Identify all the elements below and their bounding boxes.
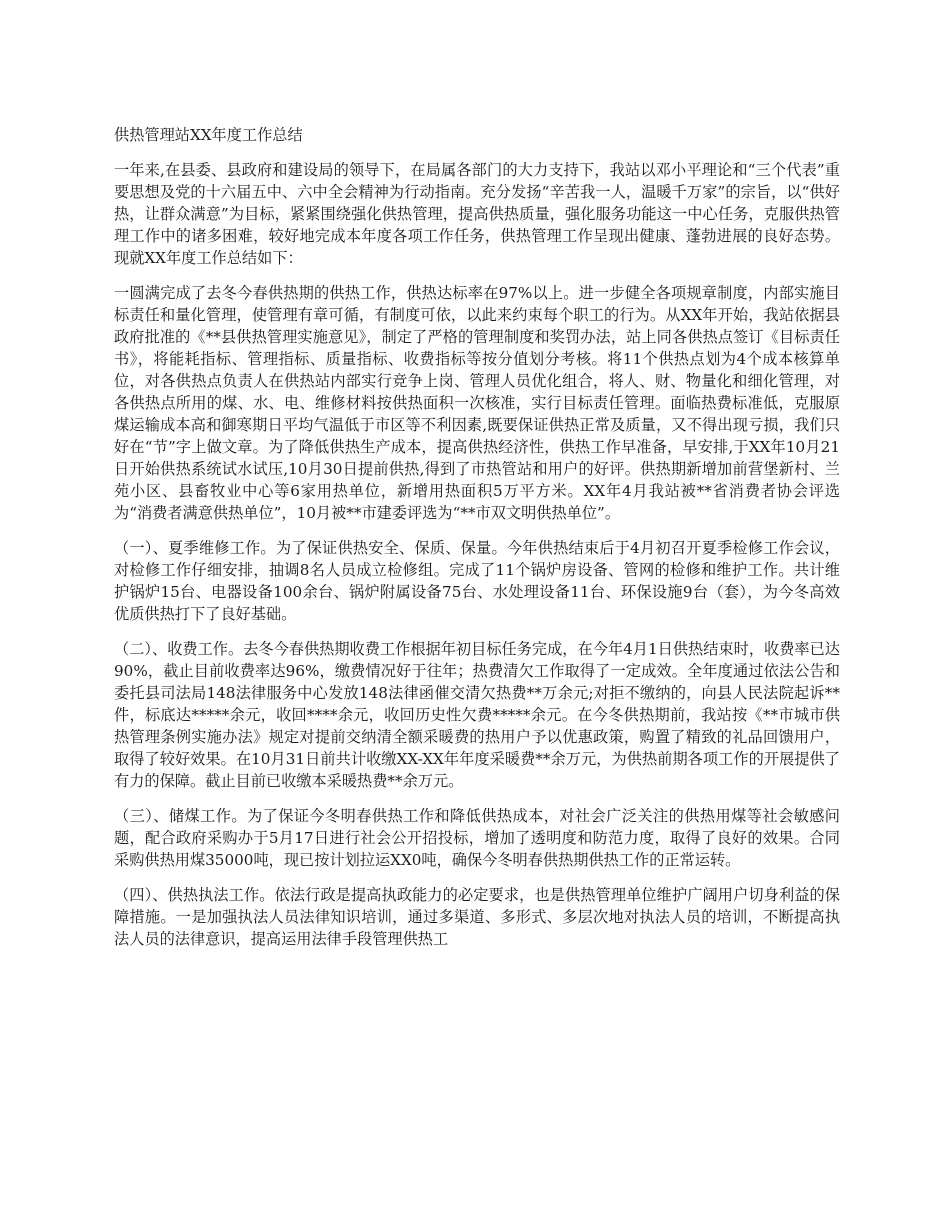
paragraph-coal-storage: （三）、储煤工作。为了保证今冬明春供热工作和降低供热成本，对社会广泛关注的供热用煤等社会敏感问题，配合政府采购办于5月17日进行社会公开招投标，增加了透明度和防范力度，取得了良好的效果。合同采购供热用煤35000吨，现已按计划拉运XX0吨，确保今冬明春供热期供热工作的正常运转。 xyxy=(114,807,840,869)
paragraph-heating-work: 一圆满完成了去冬今春供热期的供热工作，供热达标率在97%以上。进一步健全各项规章制度，内部实施目标责任和量化管理，使管理有章可循，有制度可依，以此来约束每个职工的行为。从XX年开始，我站依据县政府批准的《**县供热管理实施意见》，制定了严格的管理制度和奖罚办法，站上同各供热点签订《目标责任书》，将能耗指标、管理指标、质量指标、收费指标等按分值划分考核。将11个供热点划为4个成本核算单位，对各供热点负责人在供热站内部实行竞争上岗、管理人员优化组合，将人、财、物量化和细化管理，对各供热点所用的煤、水、电、维修材料按供热面积一次核准，实行目标责任管理。面临热费标准低，克服原煤运输成本高和御寒期日平均气温低于市区等不利因素,既要保证供热正常及质量，又不得出现亏损，我们只好在“节”字上做文章。为了降低供热生产成本，提高供热经济性，供热工作早准备，早安排,于XX年10月21日开始供热系统试水试压,10月30日提前供热,得到了市热管站和用户的好评。供热期新增加前营堡新村、兰苑小区、县畜牧业中心等6家用热单位，新增用热面积5万平方米。XX年4月我站被**省消费者协会评选为“消费者满意供热单位”，10月被**市建委评选为“**市双文明供热单位”。 xyxy=(114,284,840,522)
document-page xyxy=(114,124,840,963)
paragraph-intro: 一年来,在县委、县政府和建设局的领导下，在局属各部门的大力支持下，我站以邓小平理论和“三个代表”重要思想及党的十六届五中、六中全会精神为行动指南。充分发扬“辛苦我一人，温暖千万家”的宗旨，以“供好热，让群众满意”为目标，紧紧围绕强化供热管理，提高供热质量，强化服务功能这一中心任务，克服供热管理工作中的诸多困难，较好地完成本年度各项工作任务，供热管理工作呈现出健康、蓬勃进展的良好态势。现就XX年度工作总结如下： xyxy=(114,161,840,267)
paragraph-summer-maintenance: （一）、夏季维修工作。为了保证供热安全、保质、保量。今年供热结束后于4月初召开夏季检修工作会议，对检修工作仔细安排，抽调8名人员成立检修组。完成了11个锅炉房设备、管网的检修和维护工作。共计维护锅炉15台、电器设备100余台、锅炉附属设备75台、水处理设备11台、环保设施9台（套），为今冬高效优质供热打下了良好基础。 xyxy=(114,539,840,623)
paragraph-law-enforcement: （四）、供热执法工作。依法行政是提高执政能力的必定要求，也是供热管理单位维护广阔用户切身利益的保障措施。一是加强执法人员法律知识培训，通过多渠道、多形式、多层次地对执法人员的培训，不断提高执法人员的法律意识，提高运用法律手段管理供热工 xyxy=(114,886,840,948)
document-title: 供热管理站XX年度工作总结 xyxy=(114,126,303,144)
paragraph-fee-collection: （二）、收费工作。去冬今春供热期收费工作根据年初目标任务完成，在今年4月1日供热结束时，收费率已达90%，截止目前收费率达96%，缴费情况好于往年；热费清欠工作取得了一定成效。全年度通过依法公告和委托县司法局148法律服务中心发放148法律函催交清欠热费**万余元;对拒不缴纳的，向县人民法院起诉**件，标底达*****余元，收回****余元，收回历史性欠费*****余元。在今冬供热期前，我站按《**市城市供热管理条例实施办法》规定对提前交纳清全额采暖费的热用户予以优惠政策，购置了精致的礼品回馈用户，取得了较好效果。在10月31日前共计收缴XX-XX年年度采暖费**余万元，为供热前期各项工作的开展提供了有力的保障。截止目前已收缴本采暖热费**余万元。 xyxy=(114,640,840,790)
